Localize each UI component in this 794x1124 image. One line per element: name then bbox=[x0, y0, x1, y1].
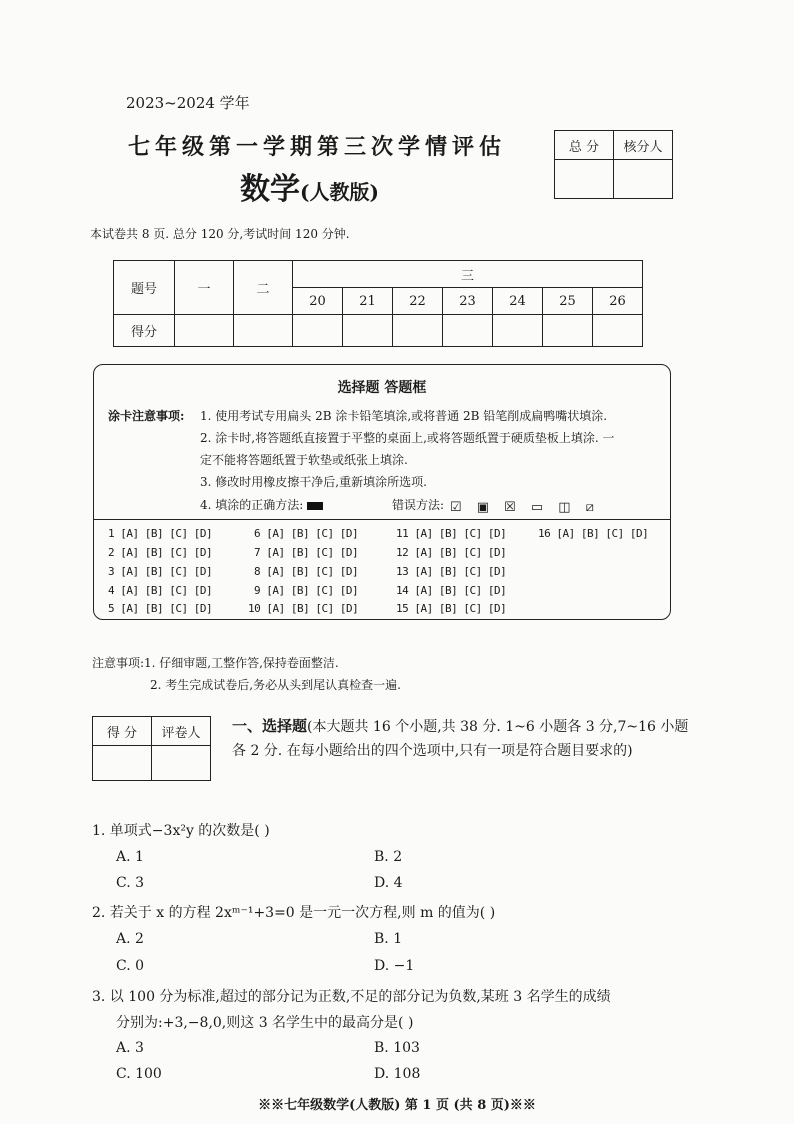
question-3-option-c: C. 100 bbox=[116, 1066, 162, 1082]
total-score-box bbox=[554, 130, 673, 199]
fill-note-3: 3. 修改时用橡皮擦干净后,重新填涂所选项. bbox=[200, 475, 427, 489]
grader-box bbox=[92, 716, 211, 781]
school-year: 2023~2024 学年 bbox=[126, 94, 250, 112]
cross-box-icon: ☒ bbox=[504, 500, 516, 515]
sub-col-26: 26 bbox=[593, 288, 643, 315]
question-1-option-b: B. 2 bbox=[374, 849, 403, 865]
fill-note-2: 2. 涂卡时,将答题纸直接置于平整的桌面上,或将答题纸置于硬质垫板上填涂. 一 bbox=[200, 431, 615, 445]
fill-note-4 bbox=[200, 496, 323, 513]
grader-score-cell[interactable] bbox=[93, 746, 152, 781]
answer-row-14[interactable]: 14 [A] [B] [C] [D] bbox=[396, 584, 507, 597]
answer-row-1[interactable]: 1 [A] [B] [C] [D] bbox=[108, 527, 213, 540]
checker-cell[interactable] bbox=[614, 160, 673, 199]
section-1-title bbox=[232, 714, 690, 763]
sub-col-23: 23 bbox=[443, 288, 493, 315]
question-3-option-b: B. 103 bbox=[374, 1040, 420, 1056]
sub-col-25: 25 bbox=[543, 288, 593, 315]
total-score-label: 总 分 bbox=[555, 131, 614, 160]
score-cell[interactable] bbox=[343, 315, 393, 347]
question-2-stem: 2. 若关于 x 的方程 2xᵐ⁻¹+3=0 是一元一次方程,则 m 的值为( ) bbox=[92, 905, 496, 921]
answer-row-12[interactable]: 12 [A] [B] [C] [D] bbox=[396, 546, 507, 559]
question-1-stem: 1. 单项式−3x²y 的次数是( ) bbox=[92, 823, 270, 839]
section-1-heading: 一、选择题 bbox=[232, 717, 308, 735]
subject-name: 数学 bbox=[240, 172, 300, 207]
outline-box-icon: ▭ bbox=[530, 500, 544, 515]
question-2-option-a: A. 2 bbox=[116, 931, 144, 947]
dot-box-icon: ▣ bbox=[476, 500, 490, 515]
sub-col-24: 24 bbox=[493, 288, 543, 315]
fill-notes-label: 涂卡注意事项: bbox=[108, 409, 185, 423]
question-3-stem-cont: 分别为:+3,−8,0,则这 3 名学生中的最高分是( ) bbox=[116, 1015, 414, 1031]
card-divider bbox=[94, 519, 670, 520]
sub-col-21: 21 bbox=[343, 288, 393, 315]
exam-info: 本试卷共 8 页. 总分 120 分,考试时间 120 分钟. bbox=[90, 227, 350, 241]
exam-title: 七年级第一学期第三次学情评估 bbox=[128, 134, 507, 160]
answer-row-5[interactable]: 5 [A] [B] [C] [D] bbox=[108, 602, 213, 615]
score-cell[interactable] bbox=[393, 315, 443, 347]
answer-row-6[interactable]: 6 [A] [B] [C] [D] bbox=[254, 527, 359, 540]
question-3-option-d: D. 108 bbox=[374, 1066, 421, 1082]
correct-method-label: 4. 填涂的正确方法: bbox=[200, 498, 304, 512]
section-3-header: 三 bbox=[293, 261, 643, 288]
score-label: 得分 bbox=[114, 315, 175, 347]
score-cell[interactable] bbox=[493, 315, 543, 347]
answer-row-4[interactable]: 4 [A] [B] [C] [D] bbox=[108, 584, 213, 597]
answer-row-11[interactable]: 11 [A] [B] [C] [D] bbox=[396, 527, 507, 540]
question-1-option-a: A. 1 bbox=[116, 849, 144, 865]
answer-row-15[interactable]: 15 [A] [B] [C] [D] bbox=[396, 602, 507, 615]
question-3-stem: 3. 以 100 分为标准,超过的部分记为正数,不足的部分记为负数,某班 3 名学生的成绩 bbox=[92, 989, 611, 1005]
score-cell[interactable] bbox=[443, 315, 493, 347]
total-score-cell[interactable] bbox=[555, 160, 614, 199]
answer-row-10[interactable]: 10 [A] [B] [C] [D] bbox=[248, 602, 359, 615]
sub-col-20: 20 bbox=[293, 288, 343, 315]
answer-card bbox=[93, 364, 671, 620]
answer-card-title: 选择题 答题框 bbox=[337, 380, 427, 396]
section-1-header: 一 bbox=[175, 261, 234, 315]
answer-row-16[interactable]: 16 [A] [B] [C] [D] bbox=[538, 527, 649, 540]
correct-fill-sample-icon bbox=[307, 502, 323, 510]
answer-row-2[interactable]: 2 [A] [B] [C] [D] bbox=[108, 546, 213, 559]
score-cell[interactable] bbox=[175, 315, 234, 347]
score-cell[interactable] bbox=[593, 315, 643, 347]
grader-name-label: 评卷人 bbox=[152, 717, 211, 746]
grader-score-label: 得 分 bbox=[93, 717, 152, 746]
answer-row-7[interactable]: 7 [A] [B] [C] [D] bbox=[254, 546, 359, 559]
question-1-option-d: D. 4 bbox=[374, 875, 403, 891]
question-number-label: 题号 bbox=[114, 261, 175, 315]
section-1-description: (本大题共 16 个小题,共 38 分. 1~6 小题各 3 分,7~16 小题各 2 分. 在每小题给出的四个选项中,只有一项是符合题目要求的) bbox=[232, 719, 689, 759]
check-mark-box-icon: ☑ bbox=[450, 500, 462, 515]
question-2-option-b: B. 1 bbox=[374, 931, 403, 947]
attention-line-2: 2. 考生完成试卷后,务必从头到尾认真检查一遍. bbox=[150, 678, 401, 692]
question-2-option-c: C. 0 bbox=[116, 958, 145, 974]
score-grid bbox=[113, 260, 643, 347]
section-2-header: 二 bbox=[234, 261, 293, 315]
checker-label: 核分人 bbox=[614, 131, 673, 160]
partial-box-icon: ◫ bbox=[558, 500, 571, 515]
wrong-method-icons bbox=[450, 496, 604, 515]
answer-row-9[interactable]: 9 [A] [B] [C] [D] bbox=[254, 584, 359, 597]
fill-note-2-cont: 定不能将答题纸置于软垫或纸张上填涂. bbox=[200, 453, 408, 467]
grader-name-cell[interactable] bbox=[152, 746, 211, 781]
score-cell[interactable] bbox=[293, 315, 343, 347]
attention-line-1: 注意事项:1. 仔细审题,工整作答,保持卷面整洁. bbox=[92, 656, 339, 670]
score-cell[interactable] bbox=[234, 315, 293, 347]
slash-box-icon: ⧄ bbox=[585, 500, 594, 515]
page-footer: ※※七年级数学(人教版) 第 1 页 (共 8 页)※※ bbox=[258, 1098, 536, 1113]
question-3-option-a: A. 3 bbox=[116, 1040, 144, 1056]
subject-title bbox=[240, 164, 379, 208]
question-1-option-c: C. 3 bbox=[116, 875, 145, 891]
answer-row-8[interactable]: 8 [A] [B] [C] [D] bbox=[254, 565, 359, 578]
answer-row-3[interactable]: 3 [A] [B] [C] [D] bbox=[108, 565, 213, 578]
sub-col-22: 22 bbox=[393, 288, 443, 315]
answer-row-13[interactable]: 13 [A] [B] [C] [D] bbox=[396, 565, 507, 578]
score-cell[interactable] bbox=[543, 315, 593, 347]
question-2-option-d: D. −1 bbox=[374, 958, 415, 974]
wrong-method-label: 错误方法: bbox=[392, 498, 445, 512]
edition-label: (人教版) bbox=[300, 180, 379, 204]
fill-note-1: 1. 使用考试专用扁头 2B 涂卡铅笔填涂,或将普通 2B 铅笔削成扁鸭嘴状填涂. bbox=[200, 409, 608, 423]
